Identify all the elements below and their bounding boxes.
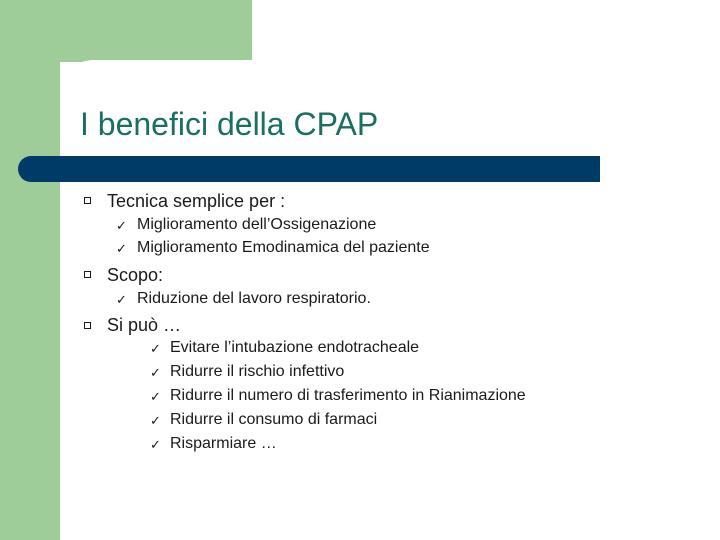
sub-bullet-item: Evitare l’intubazione endotracheale — [170, 339, 420, 356]
sub-bullet-item: Miglioramento Emodinamica del paziente — [137, 239, 430, 256]
bullet-heading-tecnica: Tecnica semplice per : — [107, 191, 286, 211]
title-underline-bar — [18, 156, 600, 182]
square-bullet-icon — [84, 271, 91, 278]
sub-bullet-item: Ridurre il consumo di farmaci — [170, 411, 378, 428]
checkmark-icon: ✓ — [116, 241, 127, 256]
bullet-heading-scopo: Scopo: — [107, 265, 164, 285]
sub-bullet-item: Risparmiare … — [170, 435, 277, 452]
slide-title: I benefici della CPAP — [80, 106, 379, 142]
sub-bullet-item: Ridurre il rischio infettivo — [170, 363, 345, 380]
sub-bullet-item: Miglioramento dell’Ossigenazione — [137, 216, 377, 233]
checkmark-icon: ✓ — [150, 389, 161, 404]
sub-bullet-item: Riduzione del lavoro respiratorio. — [137, 290, 371, 307]
checkmark-icon: ✓ — [150, 341, 161, 356]
checkmark-icon: ✓ — [116, 218, 127, 233]
square-bullet-icon — [84, 197, 91, 204]
checkmark-icon: ✓ — [150, 365, 161, 380]
sub-bullet-item: Ridurre il numero di trasferimento in Rianimazione — [170, 387, 526, 404]
checkmark-icon: ✓ — [116, 292, 127, 307]
checkmark-icon: ✓ — [150, 437, 161, 452]
green-accent-left — [0, 0, 60, 540]
bullet-heading-si-puo: Si può … — [107, 315, 182, 335]
square-bullet-icon — [84, 322, 91, 329]
checkmark-icon: ✓ — [150, 413, 161, 428]
